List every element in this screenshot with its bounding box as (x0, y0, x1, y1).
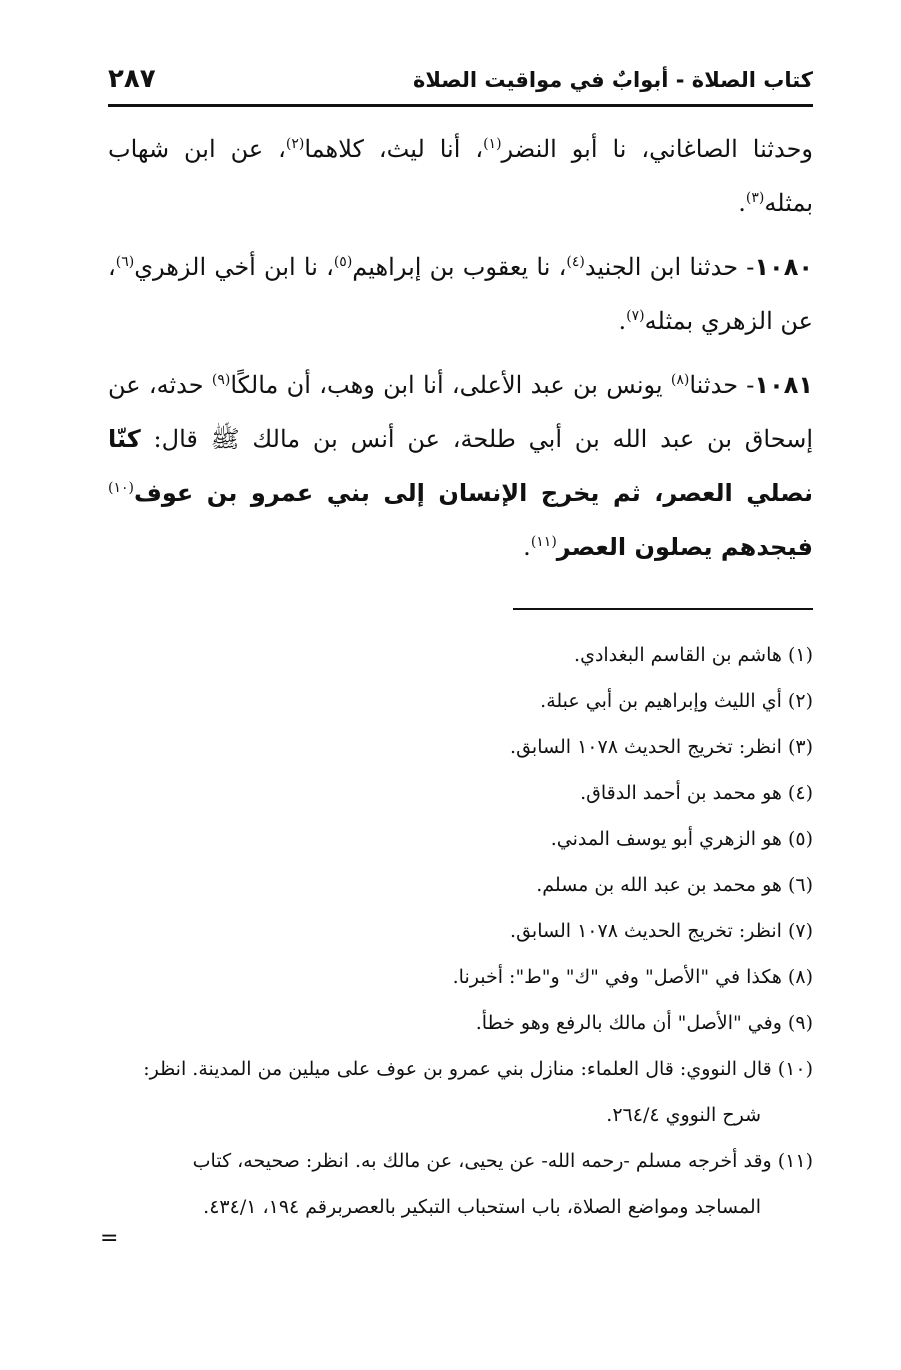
footnote-ref: (٨) (670, 372, 690, 388)
footnote-7: (٧) انظر: تخريج الحديث ١٠٧٨ السابق. (510, 920, 813, 942)
main-text (108, 122, 813, 584)
footnote-ref: (١٠) (108, 480, 134, 496)
footnote-10 (108, 1046, 813, 1138)
footnote-ref: (٣) (745, 190, 765, 206)
hadith-matn: فيجدهم يصلون العصر (556, 533, 813, 561)
footnote-ref: (٦) (115, 254, 135, 270)
footnote-3: (٣) انظر: تخريج الحديث ١٠٧٨ السابق. (510, 736, 813, 758)
footnote-ref: (٥) (333, 254, 353, 270)
footnote-6: (٦) هو محمد بن عبد الله بن مسلم. (536, 874, 813, 896)
footnote-ref: (٩) (211, 372, 231, 388)
footnote-8: (٨) هكذا في "الأصل" وفي "ك" و"ط": أخبرنا. (452, 966, 813, 988)
footnote-ref: (١١) (530, 534, 557, 550)
footnote-5: (٥) هو الزهري أبو يوسف المدني. (550, 828, 813, 850)
hadith-number: ١٠٨٠ (754, 253, 813, 281)
footnote-ref: (٢) (285, 136, 305, 152)
footnote-9: (٩) وفي "الأصل" أن مالك بالرفع وهو خطأ. (475, 1012, 813, 1034)
footnote-separator (513, 608, 813, 610)
footnote-10-line-2: شرح النووي ٢٦٤/٤. (606, 1104, 761, 1126)
hadith-number: ١٠٨١ (754, 371, 814, 399)
footnote-11 (108, 1138, 813, 1230)
page-number: ٢٨٧ (108, 64, 156, 94)
header-title: كتاب الصلاة - أبوابٌ في مواقيت الصلاة (412, 68, 813, 92)
end-mark: = (100, 1226, 119, 1251)
footnote-ref: (٧) (626, 308, 645, 324)
footnote-11-line-1: (١١) وقد أخرجه مسلم -رحمه الله- عن يحيى، عن مالك به. انظر: صحيحه، كتاب (192, 1150, 813, 1172)
footnote-2: (٢) أي الليث وإبراهيم بن أبي عبلة. (540, 690, 813, 712)
running-header (108, 62, 813, 104)
hadith-1080: ١٠٨٠- حدثنا ابن الجنيد$^{(٤)}$، نا يعقوب بن إبراهيم$^{(٥)}$، نا ابن أخي الزهري$^{(٦)}$، عن الزهري بمثله$^{(٧)}$. (108, 253, 813, 335)
hadith-matn: كنّا نصلي العصر، ثم يخرج الإنسان إلى بني عمرو بن عوف (108, 425, 813, 507)
footnote-1: (١) هاشم بن القاسم البغدادي. (574, 644, 813, 666)
hadith-1081: ١٠٨١- حدثنا$^{(٨)}$ يونس بن عبد الأعلى، أنا ابن وهب، أن مالكًا$^{(٩)}$ حدثه، عن إسحاق بن عبد الله بن أبي طلحة، عن أنس بن مالك ﷺ قال: كنّا نصلي العصر، ثم يخرج الإنسان إلى بني عمرو بن عوف$^{(١٠)}$ فيجدهم يصلون العصر$^{(١١)}$. (108, 371, 814, 561)
header-rule (108, 104, 813, 107)
footnotes (108, 632, 813, 1230)
footnote-10-line-1: (١٠) قال النووي: قال العلماء: منازل بني عمرو بن عوف على ميلين من المدينة. انظر: (143, 1058, 813, 1080)
footnote-ref: (٤) (566, 254, 585, 270)
footnote-4: (٤) هو محمد بن أحمد الدقاق. (580, 782, 813, 804)
footnote-ref: (١) (483, 136, 502, 152)
paragraph-continuation: وحدثنا الصاغاني، نا أبو النضر$^{(١)}$، أنا ليث، كلاهما$^{(٢)}$، عن ابن شهاب بمثله$^{(٣)}$. (108, 135, 814, 217)
footnote-11-line-2: المساجد ومواضع الصلاة، باب استحباب التبكير بالعصربرقم ١٩٤، ٤٣٤/١. (203, 1196, 761, 1218)
